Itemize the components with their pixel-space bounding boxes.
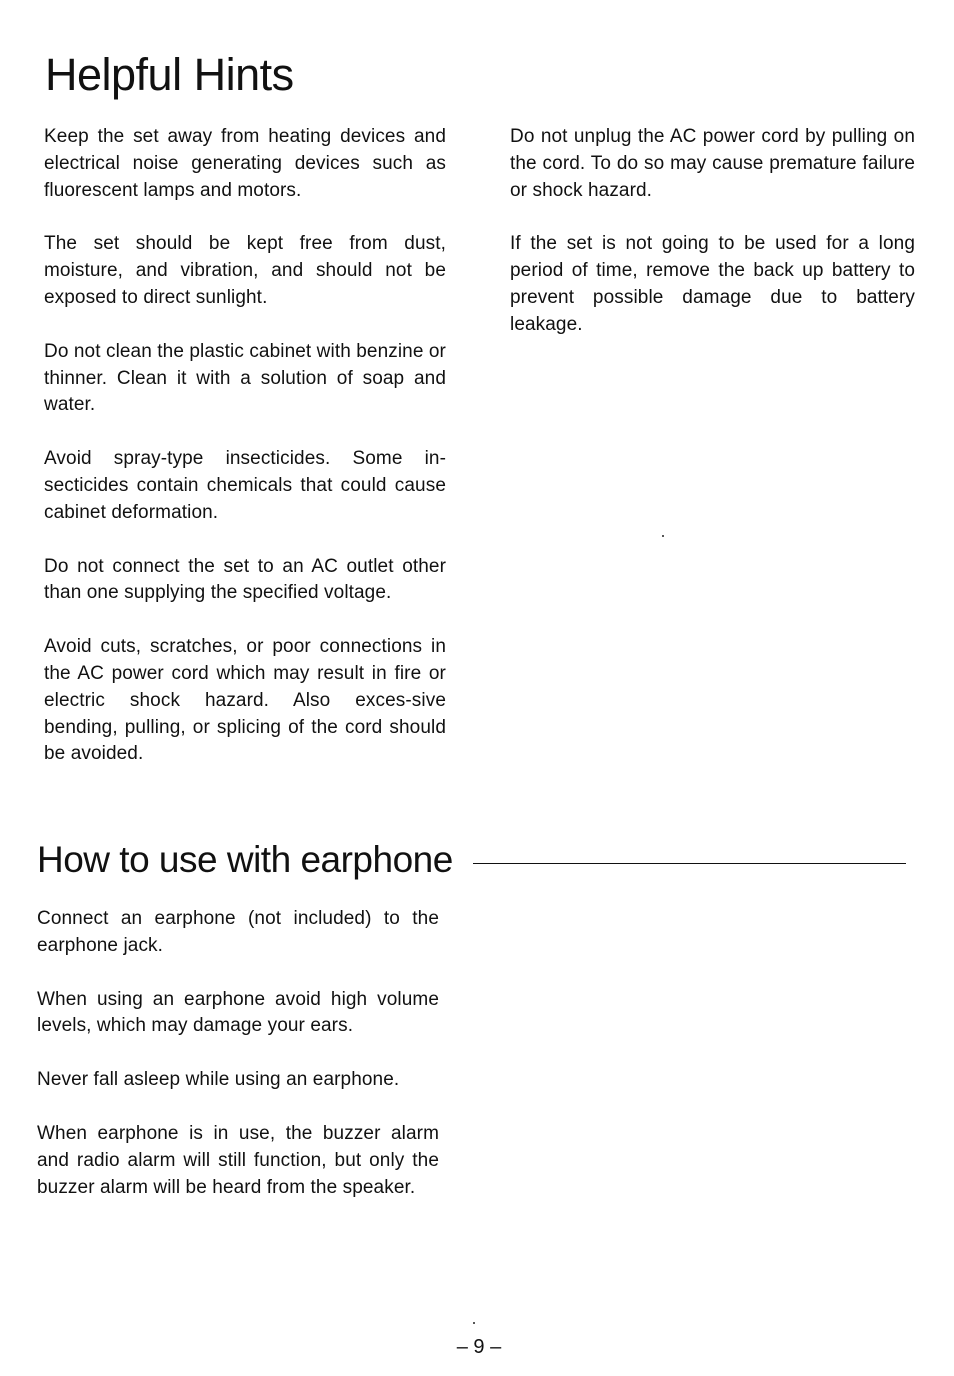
section-title-earphone: How to use with earphone xyxy=(37,839,453,880)
earphone-paragraph-alarm: When earphone is in use, the buzzer alarm and radio alarm will still function, but only the buzzer alarm will be heard from the speaker. xyxy=(37,1122,439,1198)
hints-left-column xyxy=(44,124,446,795)
page-number-text: – 9 – xyxy=(456,1336,502,1358)
print-speck xyxy=(473,1322,475,1324)
earphone-paragraph-connect: Connect an earphone (not included) to the earphone jack. xyxy=(37,908,439,956)
hint-paragraph-insecticides: Avoid spray-type insecticides. Some in-secticides contain chemicals that could cause cabinet deformation. xyxy=(44,448,446,523)
page-number xyxy=(0,1335,954,1359)
hints-right-column xyxy=(510,124,915,366)
hint-paragraph-ac-outlet: Do not connect the set to an AC outlet other than one supplying the specified voltage. xyxy=(44,555,446,604)
section-title-rule xyxy=(473,863,906,864)
print-speck xyxy=(662,535,664,537)
earphone-paragraph-sleep: Never fall asleep while using an earphone. xyxy=(37,1069,400,1091)
section-title-helpful-hints: Helpful Hints xyxy=(45,49,294,100)
hint-paragraph-dust-moisture: The set should be kept free from dust, moisture, and vibration, and should not be exposed to direct sunlight. xyxy=(44,233,446,308)
hint-paragraph-power-cord-damage: Avoid cuts, scratches, or poor connections in the AC power cord which may result in fire or electric shock hazard. Also exces-sive bending, pulling, or splicing of the cord should be avoided. xyxy=(44,636,446,765)
earphone-paragraph-volume: When using an earphone avoid high volume levels, which may damage your ears. xyxy=(37,988,439,1037)
hint-paragraph-cabinet-cleaning: Do not clean the plastic cabinet with benzine or thinner. Clean it with a solution of soap and water. xyxy=(44,340,446,416)
hint-paragraph-backup-battery: If the set is not going to be used for a long period of time, remove the back up battery to prevent possible damage due to battery leakage. xyxy=(510,233,915,335)
earphone-column xyxy=(37,906,439,1228)
hint-paragraph-heating-devices: Keep the set away from heating devices and electrical noise generating devices such as fluorescent lamps and motors. xyxy=(44,126,446,201)
hint-paragraph-unplug-cord: Do not unplug the AC power cord by pulling on the cord. To do so may cause premature failure or shock hazard. xyxy=(510,126,915,201)
